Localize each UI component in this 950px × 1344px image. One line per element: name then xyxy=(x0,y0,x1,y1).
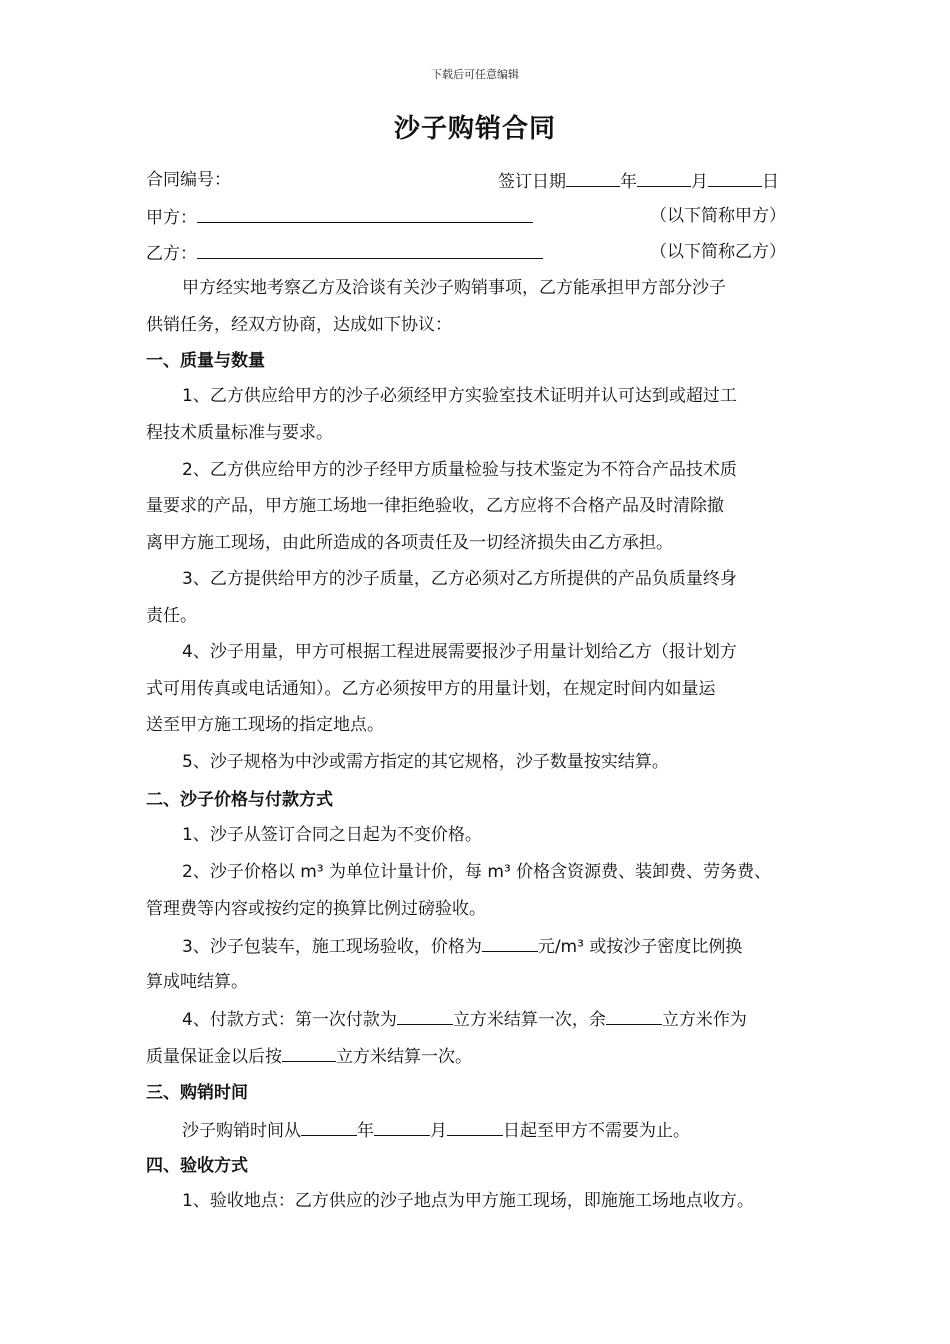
s1-p5-line-1: 5、沙子规格为中沙或需方指定的其它规格，沙子数量按实结算。 xyxy=(182,752,669,772)
day-label: 日 xyxy=(762,172,779,192)
s1-p1-line-1: 1、乙方供应给甲方的沙子必须经甲方实验室技术证明并认可达到或超过工 xyxy=(182,386,737,406)
s3-year-label: 年 xyxy=(357,1121,374,1141)
s2-p3-line-2: 算成吨结算。 xyxy=(146,972,248,992)
month-blank[interactable] xyxy=(637,168,691,187)
sign-date-label: 签订日期 xyxy=(498,172,566,192)
section-3-heading: 三、购销时间 xyxy=(146,1083,248,1103)
price-blank[interactable] xyxy=(482,933,538,952)
s4-p1-line-1: 1、验收地点：乙方供应的沙子地点为甲方施工现场，即施施工场地点收方。 xyxy=(182,1191,754,1211)
remaining-blank[interactable] xyxy=(606,1006,662,1025)
year-blank[interactable] xyxy=(566,168,620,187)
s1-p2-line-2: 量要求的产品，甲方施工场地一律拒绝验收，乙方应将不合格产品及时清除撤 xyxy=(146,496,724,516)
month-label: 月 xyxy=(691,172,708,192)
s2-p4-text-d: 质量保证金以后按 xyxy=(146,1047,282,1067)
party-a-note: （以下简称甲方） xyxy=(650,206,786,226)
day-blank[interactable] xyxy=(708,168,762,187)
s1-p4-line-2: 式可用传真或电话通知）。乙方必须按甲方的用量计划，在规定时间内如量运 xyxy=(146,679,716,699)
s2-p4-text-a: 4、付款方式：第一次付款为 xyxy=(182,1010,397,1030)
s3-month-blank[interactable] xyxy=(374,1117,430,1136)
s2-p3-text-a: 3、沙子包装车，施工现场验收，价格为 xyxy=(182,937,482,957)
s1-p3-line-2: 责任。 xyxy=(146,606,197,626)
document-title: 沙子购销合同 xyxy=(393,114,556,144)
section-4-heading: 四、验收方式 xyxy=(146,1156,248,1176)
s3-text-a: 沙子购销时间从 xyxy=(182,1121,301,1141)
header-note: 下载后可任意编辑 xyxy=(431,68,519,81)
s1-p3-line-1: 3、乙方提供给甲方的沙子质量，乙方必须对乙方所提供的产品负质量终身 xyxy=(182,569,737,589)
s1-p2-line-1: 2、乙方供应给甲方的沙子经甲方质量检验与技术鉴定为不符合产品技术质 xyxy=(182,460,737,480)
s3-day-blank[interactable] xyxy=(447,1117,503,1136)
s2-p3-line-1 xyxy=(146,933,862,959)
s1-p4-line-1: 4、沙子用量，甲方可根据工程进展需要报沙子用量计划给乙方（报计划方 xyxy=(182,642,737,662)
s1-p2-line-3: 离甲方施工现场，由此所造成的各项责任及一切经济损失由乙方承担。 xyxy=(146,533,673,553)
party-a-label: 甲方： xyxy=(146,208,197,228)
contract-meta-row xyxy=(146,168,826,192)
sign-date xyxy=(498,168,779,194)
s2-p4-line-2 xyxy=(146,1043,826,1069)
first-payment-blank[interactable] xyxy=(397,1006,453,1025)
s2-p4-text-e: 立方米结算一次。 xyxy=(336,1047,472,1067)
s2-p2-line-1: 2、沙子价格以 m³ 为单位计量计价，每 m³ 价格含资源费、装卸费、劳务费、 xyxy=(182,862,772,882)
s1-p1-line-2: 程技术质量标准与要求。 xyxy=(146,423,333,443)
s2-p4-line-1 xyxy=(146,1006,862,1032)
party-b-blank[interactable] xyxy=(197,240,543,259)
party-a-row xyxy=(146,204,826,230)
s3-p1-line-1 xyxy=(146,1117,862,1143)
intro-line-2: 供销任务，经双方协商，达成如下协议： xyxy=(146,315,452,335)
party-b-row xyxy=(146,240,826,266)
s2-p2-line-2: 管理费等内容或按约定的换算比例过磅验收。 xyxy=(146,899,486,919)
s1-p4-line-3: 送至甲方施工现场的指定地点。 xyxy=(146,715,384,735)
s2-p3-text-b: 元/m³ 或按沙子密度比例换 xyxy=(537,937,743,957)
s2-p4-text-b: 立方米结算一次，余 xyxy=(452,1010,606,1030)
s3-month-label: 月 xyxy=(430,1121,447,1141)
s3-year-blank[interactable] xyxy=(301,1117,357,1136)
intro-line-1: 甲方经实地考察乙方及洽谈有关沙子购销事项，乙方能承担甲方部分沙子 xyxy=(182,278,726,298)
section-2-heading: 二、沙子价格与付款方式 xyxy=(146,790,333,810)
contract-no-label: 合同编号： xyxy=(146,170,231,190)
party-b-note: （以下简称乙方） xyxy=(650,242,786,262)
s2-p1-line-1: 1、沙子从签订合同之日起为不变价格。 xyxy=(182,825,482,845)
s2-p4-text-c: 立方米作为 xyxy=(661,1010,747,1030)
party-a-blank[interactable] xyxy=(197,204,533,223)
deposit-blank[interactable] xyxy=(282,1043,336,1062)
year-label: 年 xyxy=(620,172,637,192)
party-b-label: 乙方： xyxy=(146,244,197,264)
section-1-heading: 一、质量与数量 xyxy=(146,351,265,371)
s3-text-d: 日起至甲方不需要为止。 xyxy=(503,1121,690,1141)
